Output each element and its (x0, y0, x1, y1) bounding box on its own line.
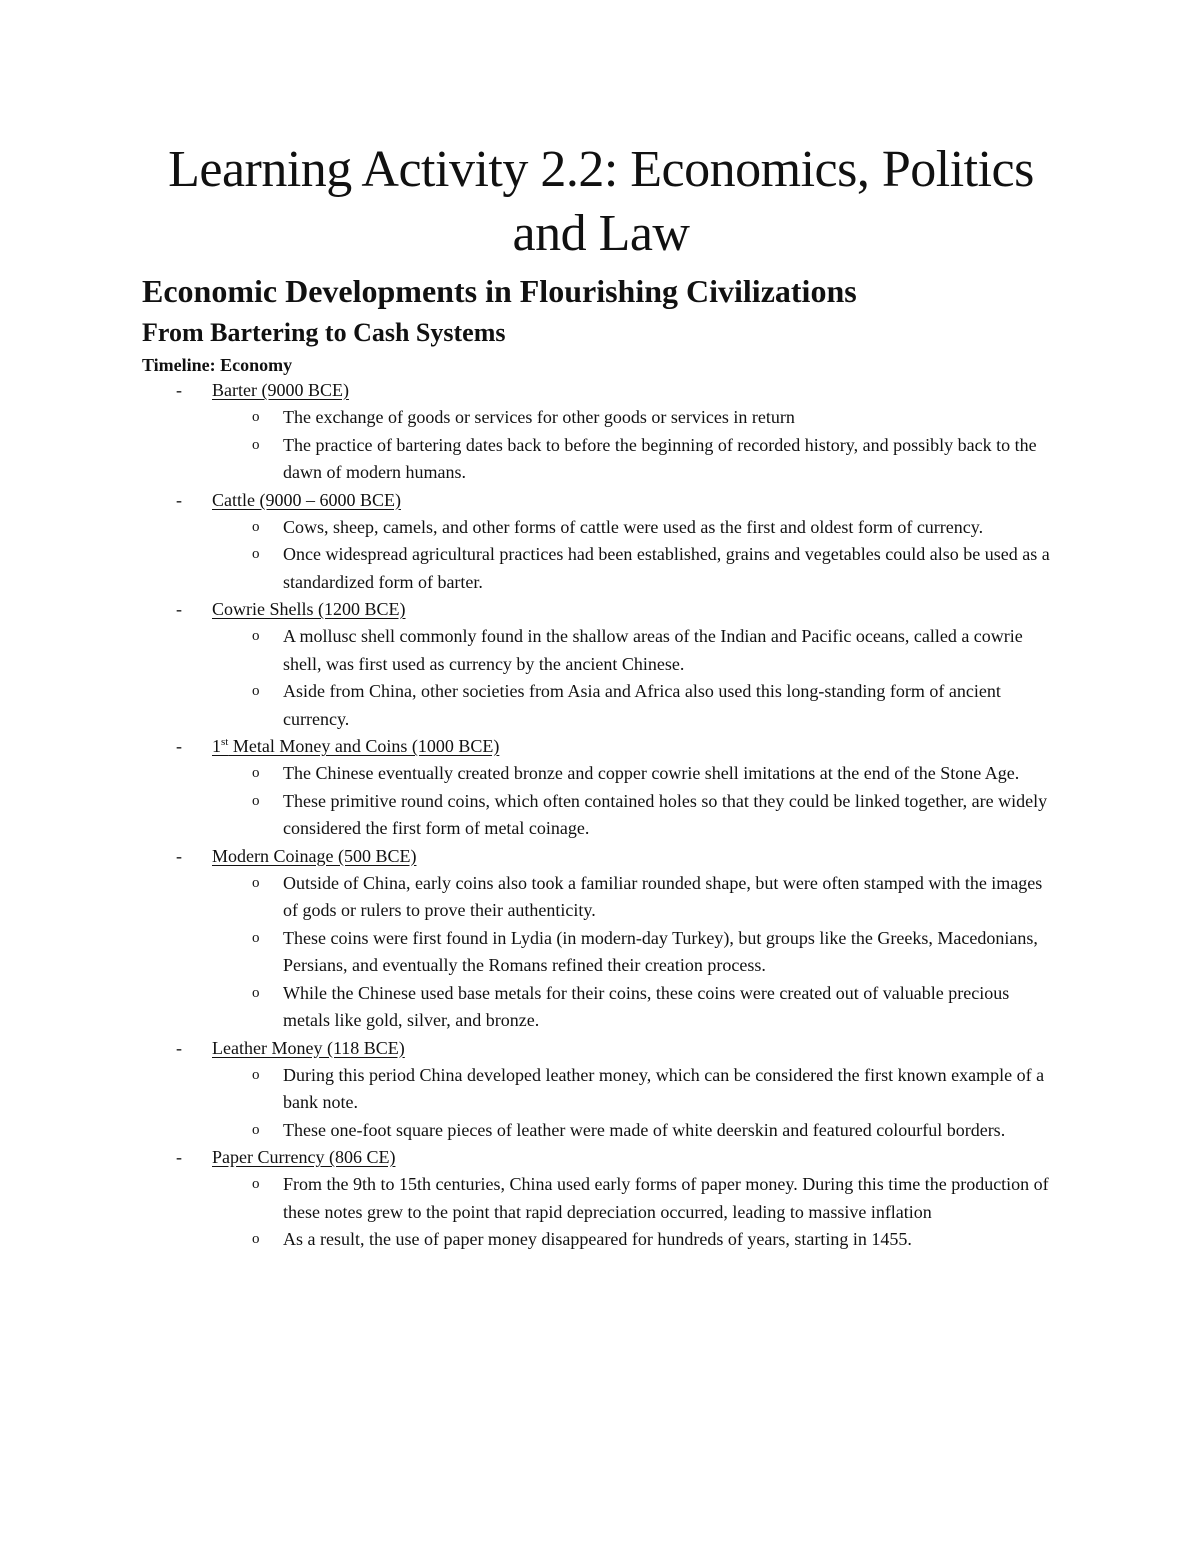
title-prefix: 1 (212, 736, 221, 756)
timeline-entry (142, 733, 1060, 843)
bullet-item (142, 541, 1060, 596)
bullet-marker: o (252, 409, 260, 425)
bullet-text: Once widespread agricultural practices had been established, grains and vegetables could also be used as a standardized form of barter. (283, 544, 1050, 592)
dash-marker: - (176, 489, 182, 510)
title-rest: Metal Money and Coins (1000 BCE) (228, 736, 500, 756)
timeline-entry-title (212, 733, 1060, 760)
bullet-marker: o (252, 546, 260, 562)
bullet-text: These coins were first found in Lydia (in modern-day Turkey), but groups like the Greeks, Macedonians, Persians, and eventually the Romans refined their creation process. (283, 927, 1038, 975)
bullet-item (142, 788, 1060, 843)
bullet-text: Outside of China, early coins also took a familiar rounded shape, but were often stamped with the images of gods or rulers to prove their authenticity. (283, 872, 1043, 920)
bullet-text: As a result, the use of paper money disappeared for hundreds of years, starting in 1455. (283, 1229, 912, 1249)
timeline-entry-title: Cowrie Shells (1200 BCE) (212, 599, 406, 619)
bullet-marker: o (252, 683, 260, 699)
bullet-text: During this period China developed leather money, which can be considered the first known example of a bank note. (283, 1064, 1045, 1112)
subsection-heading: From Bartering to Cash Systems (142, 318, 506, 347)
timeline-entry-title: Paper Currency (806 CE) (212, 1147, 396, 1167)
timeline-entry-title: Barter (9000 BCE) (212, 380, 349, 400)
bullet-text: The practice of bartering dates back to before the beginning of recorded history, and possibly back to the dawn of modern humans. (283, 434, 1037, 482)
timeline-entry (142, 1035, 1060, 1145)
bullet-text: The exchange of goods or services for other goods or services in return (283, 407, 795, 427)
timeline-entry (142, 843, 1060, 1035)
bullet-text: A mollusc shell commonly found in the shallow areas of the Indian and Pacific oceans, called a cowrie shell, was first used as currency by the ancient Chinese. (283, 626, 1023, 674)
bullet-marker: o (252, 929, 260, 946)
bullet-item (142, 925, 1060, 980)
bullet-item (142, 514, 1060, 542)
bullet-item (142, 432, 1060, 487)
bullet-item (142, 404, 1060, 432)
bullet-item (142, 760, 1060, 788)
bullet-item (142, 1171, 1060, 1226)
dash-marker: - (176, 1037, 182, 1058)
timeline-entry (142, 596, 1060, 733)
bullet-text: Cows, sheep, camels, and other forms of cattle were used as the first and oldest form of currency. (283, 516, 984, 537)
bullet-marker: o (252, 765, 260, 781)
dash-marker: - (176, 599, 182, 619)
timeline-heading: Timeline: Economy (142, 355, 293, 375)
bullet-item (142, 980, 1060, 1035)
bullet-list (212, 760, 1060, 843)
bullet-marker: o (252, 984, 260, 1001)
bullet-item (142, 870, 1060, 925)
timeline-entry-title: Cattle (9000 – 6000 BCE) (212, 489, 401, 510)
bullet-marker: o (252, 518, 260, 535)
bullet-list (212, 404, 1060, 487)
bullet-item (142, 1062, 1060, 1117)
bullet-list (212, 514, 1060, 597)
title-ordinal-suffix: st (221, 736, 229, 748)
timeline-entry-title: Modern Coinage (500 BCE) (212, 845, 417, 866)
bullet-list (212, 623, 1060, 733)
timeline-entry-title: Leather Money (118 BCE) (212, 1037, 405, 1058)
dash-marker: - (176, 1147, 182, 1167)
document-title: Learning Activity 2.2: Economics, Politics and Law (168, 141, 1034, 262)
bullet-marker: o (252, 1121, 260, 1138)
bullet-text: From the 9th to 15th centuries, China used early forms of paper money. During this time the production of these notes grew to the point that rapid depreciation occurred, leading to massive inflation (283, 1174, 1049, 1222)
bullet-marker: o (252, 792, 260, 809)
bullet-item (142, 1226, 1060, 1254)
bullet-item (142, 678, 1060, 733)
bullet-text: The Chinese eventually created bronze and copper cowrie shell imitations at the end of the Stone Age. (283, 763, 1020, 783)
dash-marker: - (176, 736, 182, 756)
bullet-list (212, 870, 1060, 1035)
bullet-marker: o (252, 874, 260, 891)
dash-marker: - (176, 845, 182, 866)
bullet-text: These one-foot square pieces of leather were made of white deerskin and featured colourful borders. (283, 1119, 1006, 1140)
bullet-text: Aside from China, other societies from Asia and Africa also used this long-standing form of ancient currency. (283, 681, 1001, 729)
section-heading: Economic Developments in Flourishing Civilizations (142, 273, 857, 309)
bullet-text: These primitive round coins, which often contained holes so that they could be linked together, are widely considered the first form of metal coinage. (283, 790, 1048, 838)
bullet-marker: o (252, 436, 260, 453)
bullet-item (142, 623, 1060, 678)
timeline-entry (142, 1144, 1060, 1254)
bullet-item (142, 1117, 1060, 1145)
dash-marker: - (176, 380, 182, 400)
bullet-list (212, 1062, 1060, 1145)
timeline-list (142, 377, 1060, 1254)
bullet-text: While the Chinese used base metals for their coins, these coins were created out of valuable precious metals like gold, silver, and bronze. (283, 982, 1010, 1030)
bullet-list (212, 1171, 1060, 1254)
timeline-entry (142, 487, 1060, 597)
bullet-marker: o (252, 1066, 260, 1083)
bullet-marker: o (252, 1231, 260, 1247)
bullet-marker: o (252, 1176, 260, 1192)
bullet-marker: o (252, 628, 260, 644)
timeline-entry (142, 377, 1060, 487)
